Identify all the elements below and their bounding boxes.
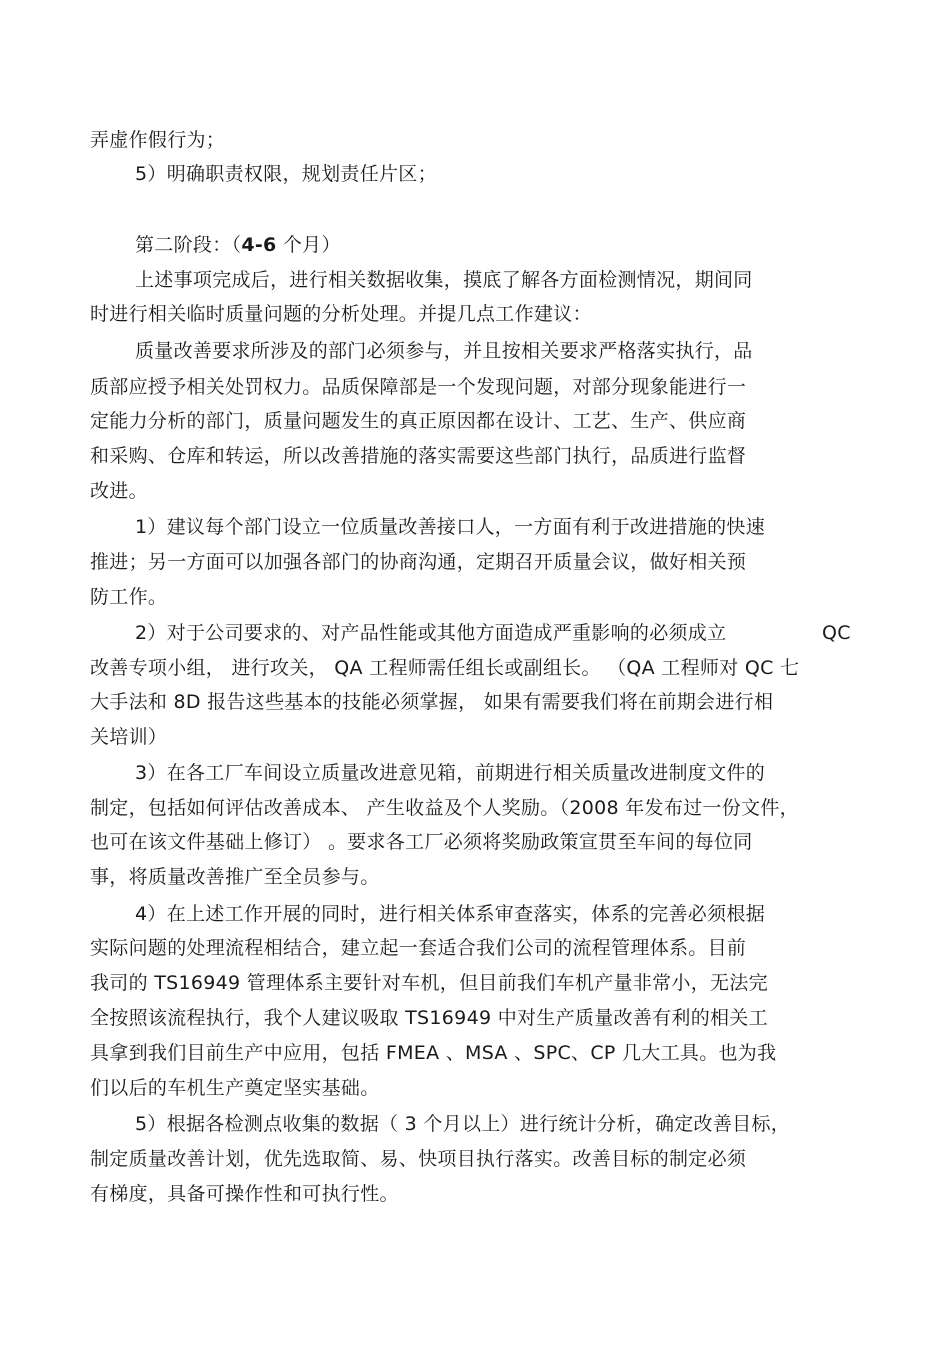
text-line: 质部应授予相关处罚权力。品质保障部是一个发现问题，对部分现象能进行一 xyxy=(90,376,747,398)
text-line: 时进行相关临时质量问题的分析处理。并提几点工作建议： xyxy=(90,303,592,325)
text-line: 定能力分析的部门，质量问题发生的真正原因都在设计、工艺、生产、供应商 xyxy=(90,410,747,432)
section-heading: 第二阶段：（4-6 个月） xyxy=(135,234,341,256)
text-line: 防工作。 xyxy=(90,586,168,608)
text-line: 3）在各工厂车间设立质量改进意见箱，前期进行相关质量改进制度文件的 xyxy=(135,762,765,784)
text-line: 也可在该文件基础上修订） 。要求各工厂必须将奖励政策宣贯至车间的每位同 xyxy=(90,831,753,853)
text-line: 改进。 xyxy=(90,480,148,502)
text-line: 改善专项小组， 进行攻关， QA 工程师需任组长或副组长。 （QA 工程师对 QC 七 xyxy=(90,657,800,679)
text-line: QC xyxy=(822,622,851,644)
text-line: 推进；另一方面可以加强各部门的协商沟通，定期召开质量会议，做好相关预 xyxy=(90,551,747,573)
text-line: 和采购、仓库和转运，所以改善措施的落实需要这些部门执行，品质进行监督 xyxy=(90,445,747,467)
text-line: 5）根据各检测点收集的数据（ 3 个月以上）进行统计分析，确定改善目标， xyxy=(135,1113,791,1135)
text-line: 制定质量改善计划，优先选取简、易、快项目执行落实。改善目标的制定必须 xyxy=(90,1148,747,1170)
text-line: 大手法和 8D 报告这些基本的技能必须掌握， 如果有需要我们将在前期会进行相 xyxy=(90,691,774,713)
text-line: 具拿到我们目前生产中应用，包括 FMEA 、MSA 、SPC、CP 几大工具。也为我 xyxy=(90,1042,777,1064)
text-line: 2）对于公司要求的、对产品性能或其他方面造成严重影响的必须成立 xyxy=(135,622,727,644)
text-line: 有梯度，具备可操作性和可执行性。 xyxy=(90,1183,399,1205)
text-line: 上述事项完成后，进行相关数据收集，摸底了解各方面检测情况，期间同 xyxy=(135,269,753,291)
text-line: 全按照该流程执行，我个人建议吸取 TS16949 中对生产质量改善有利的相关工 xyxy=(90,1007,768,1029)
text-line: 4）在上述工作开展的同时，进行相关体系审查落实，体系的完善必须根据 xyxy=(135,903,765,925)
text-line: 质量改善要求所涉及的部门必须参与，并且按相关要求严格落实执行，品 xyxy=(135,340,753,362)
text-line: 实际问题的处理流程相结合，建立起一套适合我们公司的流程管理体系。目前 xyxy=(90,937,747,959)
text-line: 制定，包括如何评估改善成本、 产生收益及个人奖励。（2008 年发布过一份文件， xyxy=(90,797,799,819)
text-line: 事，将质量改善推广至全员参与。 xyxy=(90,866,380,888)
text-line: 弄虚作假行为； xyxy=(90,129,226,151)
text-line: 1）建议每个部门设立一位质量改善接口人，一方面有利于改进措施的快速 xyxy=(135,516,765,538)
text-line: 们以后的车机生产奠定坚实基础。 xyxy=(90,1077,380,1099)
text-line: 5）明确职责权限，规划责任片区； xyxy=(135,163,437,185)
text-line: 我司的 TS16949 管理体系主要针对车机，但目前我们车机产量非常小，无法完 xyxy=(90,972,768,994)
text-line: 关培训） xyxy=(90,726,168,748)
